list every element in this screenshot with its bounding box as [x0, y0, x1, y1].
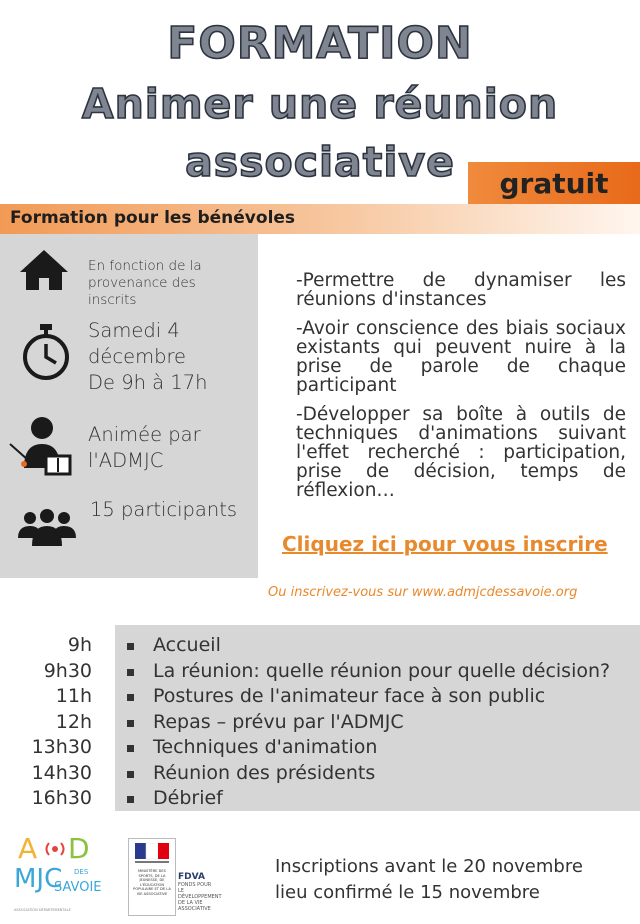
schedule-row	[0, 711, 640, 736]
animator-line1: Animée par	[88, 423, 201, 446]
admjc-savoie: SAVOIE	[54, 880, 102, 895]
gratuit-badge: gratuit	[468, 162, 640, 206]
title-line-associative: associative	[185, 138, 455, 186]
stopwatch-icon	[20, 322, 72, 382]
audience-banner	[0, 204, 640, 234]
fdva-subtext: FONDS POUR LE DÉVELOPPEMENT DE LA VIE ASSOCIATIVE	[178, 882, 222, 912]
admjc-a: A	[18, 832, 38, 865]
animator-line2: l'ADMJC	[88, 449, 164, 472]
schedule-activity: Réunion des présidents	[153, 762, 376, 784]
time-range: De 9h à 17h	[88, 371, 208, 394]
website-text: Ou inscrivez-vous sur www.admjcdessavoie.org	[268, 585, 578, 600]
fdva-label: FDVA	[178, 872, 205, 882]
admjc-assoc: ASSOCIATION DÉPARTEMENTALE	[14, 908, 71, 912]
schedule-row	[0, 762, 640, 787]
title-formation: FORMATION	[167, 18, 473, 69]
schedule-activity: Accueil	[153, 634, 221, 656]
signal-icon	[42, 838, 68, 860]
objective-2: -Avoir conscience des biais sociaux existants qui peuvent nuire à la prise de parole de chaque participant	[296, 318, 626, 396]
admjc-d: D	[68, 832, 90, 865]
schedule-time: 9h30	[43, 660, 92, 682]
schedule-row	[0, 787, 640, 812]
bullet-icon	[127, 745, 134, 752]
participants-count: 15 participants	[90, 498, 238, 521]
schedule-row	[0, 685, 640, 710]
schedule-time: 16h30	[31, 787, 92, 809]
audience-text: Formation pour les bénévoles	[10, 208, 296, 228]
schedule-time: 9h	[67, 634, 92, 656]
schedule-time: 13h30	[31, 736, 92, 758]
bullet-icon	[127, 669, 134, 676]
ministere-text: MINISTÈRE DES SPORTS, DE LA JEUNESSE, DE L'ÉDUCATION POPULAIRE ET DE LA VIE ASSOCIATIVE	[133, 869, 171, 896]
admjc-logo	[14, 832, 102, 914]
bullet-icon	[127, 720, 134, 727]
home-icon	[18, 248, 70, 292]
schedule-row	[0, 634, 640, 659]
bullet-icon	[127, 643, 134, 650]
marianne-icon	[135, 843, 169, 865]
date-line2: décembre	[88, 345, 187, 368]
schedule-time: 14h30	[31, 762, 92, 784]
schedule-activity: Techniques d'animation	[153, 736, 378, 758]
schedule-activity: La réunion: quelle réunion pour quelle décision?	[153, 660, 611, 682]
location-text: En fonction de la provenance des inscrits	[88, 258, 202, 308]
register-link[interactable]: Cliquez ici pour vous inscrire	[282, 532, 608, 556]
venue-confirm-text: lieu confirmé le 15 novembre	[275, 882, 540, 903]
deadline-text: Inscriptions avant le 20 novembre	[275, 856, 583, 877]
admjc-des: DES	[74, 868, 89, 876]
schedule-activity: Débrief	[153, 787, 223, 809]
objective-3: -Développer sa boîte à outils de techniques d'animations suivant l'effet recherché : participation, prise de décision, temps de réflexion…	[296, 404, 626, 501]
objective-1: -Permettre de dynamiser les réunions d'instances	[296, 270, 626, 310]
bullet-icon	[127, 796, 134, 803]
ministere-logo	[128, 838, 176, 916]
schedule-activity: Repas – prévu par l'ADMJC	[153, 711, 404, 733]
date-line1: Samedi 4	[88, 319, 180, 342]
title-line-animer: Animer une réunion	[81, 80, 559, 128]
group-icon	[16, 508, 78, 548]
schedule-time: 11h	[55, 685, 92, 707]
teacher-icon	[8, 414, 72, 478]
bullet-icon	[127, 694, 134, 701]
schedule-time: 12h	[55, 711, 92, 733]
schedule-row	[0, 660, 640, 685]
admjc-mjc: MJC	[14, 864, 63, 894]
schedule-row	[0, 736, 640, 761]
schedule-activity: Postures de l'animateur face à son public	[153, 685, 546, 707]
bullet-icon	[127, 771, 134, 778]
